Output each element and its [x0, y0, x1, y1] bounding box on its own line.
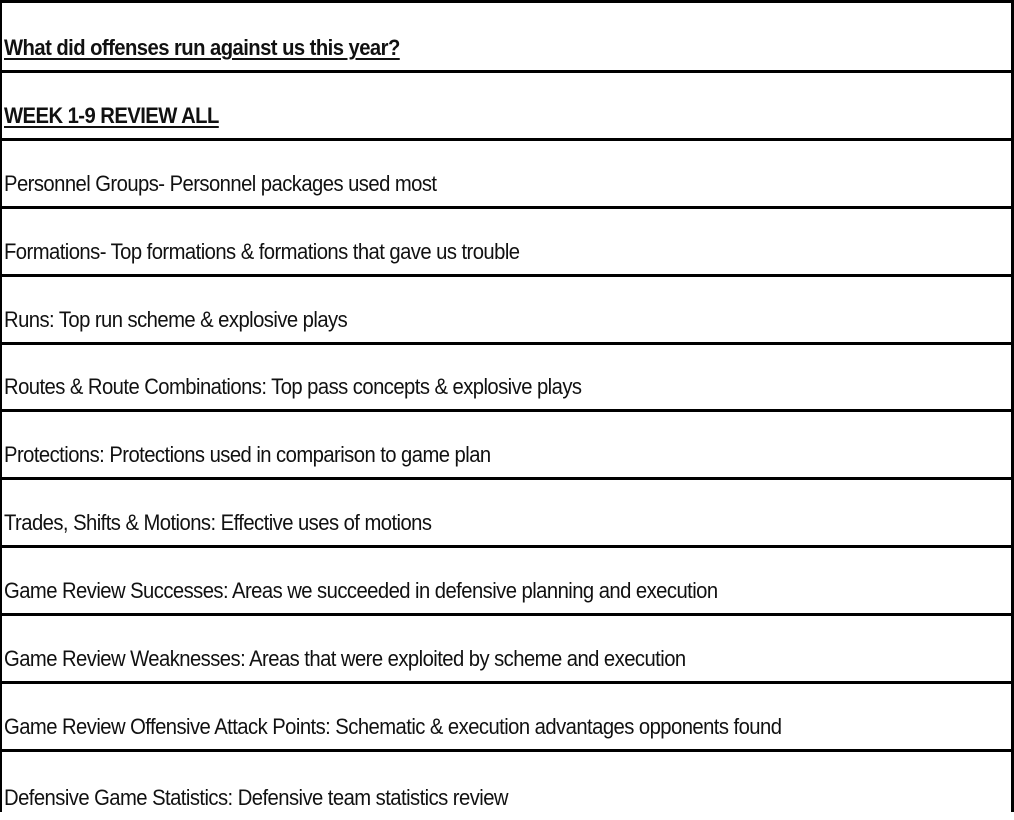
row-label: Runs: Top run scheme & explosive plays [4, 306, 348, 332]
table-row-statistics [2, 752, 1011, 820]
row-label: Protections: Protections used in comparison to game plan [4, 442, 491, 468]
table-row-routes [2, 345, 1011, 413]
page-title: What did offenses run against us this year? [4, 35, 400, 60]
row-label: Trades, Shifts & Motions: Effective uses of motions [4, 510, 432, 536]
table-row-runs [2, 277, 1011, 345]
table-row-formations [2, 209, 1011, 277]
table-row-successes [2, 548, 1011, 616]
row-label: Personnel Groups- Personnel packages used most [4, 170, 437, 196]
table-row-protections [2, 412, 1011, 480]
row-label: Game Review Weaknesses: Areas that were exploited by scheme and execution [4, 646, 686, 672]
table-subtitle-row [2, 73, 1011, 141]
table-row-attack-points [2, 684, 1011, 752]
row-label: Game Review Successes: Areas we succeeded in defensive planning and execution [4, 578, 718, 604]
row-label: Formations- Top formations & formations that gave us trouble [4, 238, 520, 264]
row-label: Defensive Game Statistics: Defensive team statistics review [4, 784, 508, 810]
table-title-row [2, 3, 1011, 73]
row-label: Routes & Route Combinations: Top pass concepts & explosive plays [4, 374, 582, 400]
table-row-motions [2, 480, 1011, 548]
table-row-weaknesses [2, 616, 1011, 684]
section-title: WEEK 1-9 REVIEW ALL [4, 102, 219, 128]
table-row-personnel-groups [2, 141, 1011, 209]
row-label: Game Review Offensive Attack Points: Schematic & execution advantages opponents found [4, 713, 782, 739]
